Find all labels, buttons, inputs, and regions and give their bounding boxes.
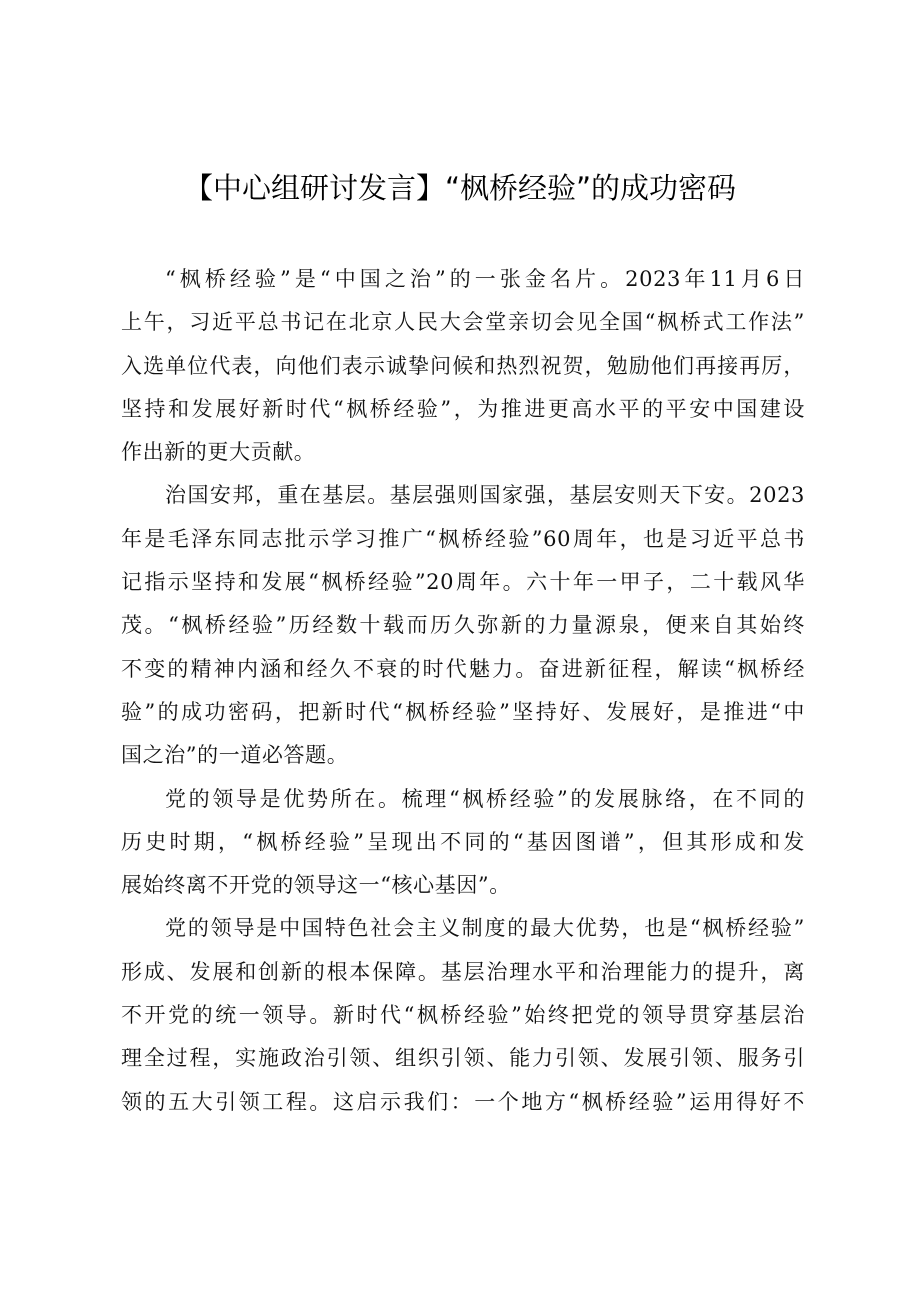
text-line: 党的领导是优势所在。梳理“枫桥经验”的发展脉络，在不同的: [165, 786, 805, 811]
paragraph-1: [121, 258, 805, 474]
text-line: 领的五大引领工程。这启示我们：一个地方“枫桥经验”运用得好不: [121, 1089, 805, 1114]
text-line: 作出新的更大贡献。: [121, 440, 316, 465]
text-line: 记指示坚持和发展“枫桥经验”20周年。六十年一甲子，二十载风华: [121, 570, 805, 595]
text-line: 上午，习近平总书记在北京人民大会堂亲切会见全国“枫桥式工作法”: [121, 310, 805, 335]
text-line: 茂。“枫桥经验”历经数十载而历久弥新的力量源泉，便来自其始终: [121, 613, 805, 638]
text-line: 展始终离不开党的领导这一“核心基因”。: [121, 873, 511, 898]
text-line: 不变的精神内涵和经久不衰的时代魅力。奋进新征程，解读“枫桥经: [121, 656, 805, 681]
text-line: 国之治”的一道必答题。: [121, 743, 349, 768]
text-line: 坚持和发展好新时代“枫桥经验”，为推进更高水平的平安中国建设: [121, 396, 805, 421]
text-line: 入选单位代表，向他们表示诚挚问候和热烈祝贺，勉励他们再接再厉，: [121, 353, 805, 378]
text-line: 理全过程，实施政治引领、组织引领、能力引领、发展引领、服务引: [121, 1046, 805, 1071]
text-line: 形成、发展和创新的根本保障。基层治理水平和治理能力的提升，离: [121, 959, 805, 984]
paragraph-2: [121, 474, 805, 777]
text-line: 党的领导是中国特色社会主义制度的最大优势，也是“枫桥经验”: [165, 916, 805, 941]
text-line: 验”的成功密码，把新时代“枫桥经验”坚持好、发展好，是推进“中: [121, 699, 805, 724]
document-title: 【中心组研讨发言】“枫桥经验”的成功密码: [183, 171, 737, 205]
text-line: 治国安邦，重在基层。基层强则国家强，基层安则天下安。2023: [165, 483, 805, 508]
text-line: 不开党的统一领导。新时代“枫桥经验”始终把党的领导贯穿基层治: [121, 1003, 805, 1028]
text-line: 年是毛泽东同志批示学习推广“枫桥经验”60周年，也是习近平总书: [121, 526, 805, 551]
text-line: “枫桥经验”是“中国之治”的一张金名片。2023年11月6日: [165, 267, 805, 291]
paragraph-4: [121, 907, 805, 1123]
document-body: [121, 258, 805, 1124]
paragraph-3: [121, 778, 805, 908]
text-line: 历史时期，“枫桥经验”呈现出不同的“基因图谱”，但其形成和发: [121, 829, 805, 854]
